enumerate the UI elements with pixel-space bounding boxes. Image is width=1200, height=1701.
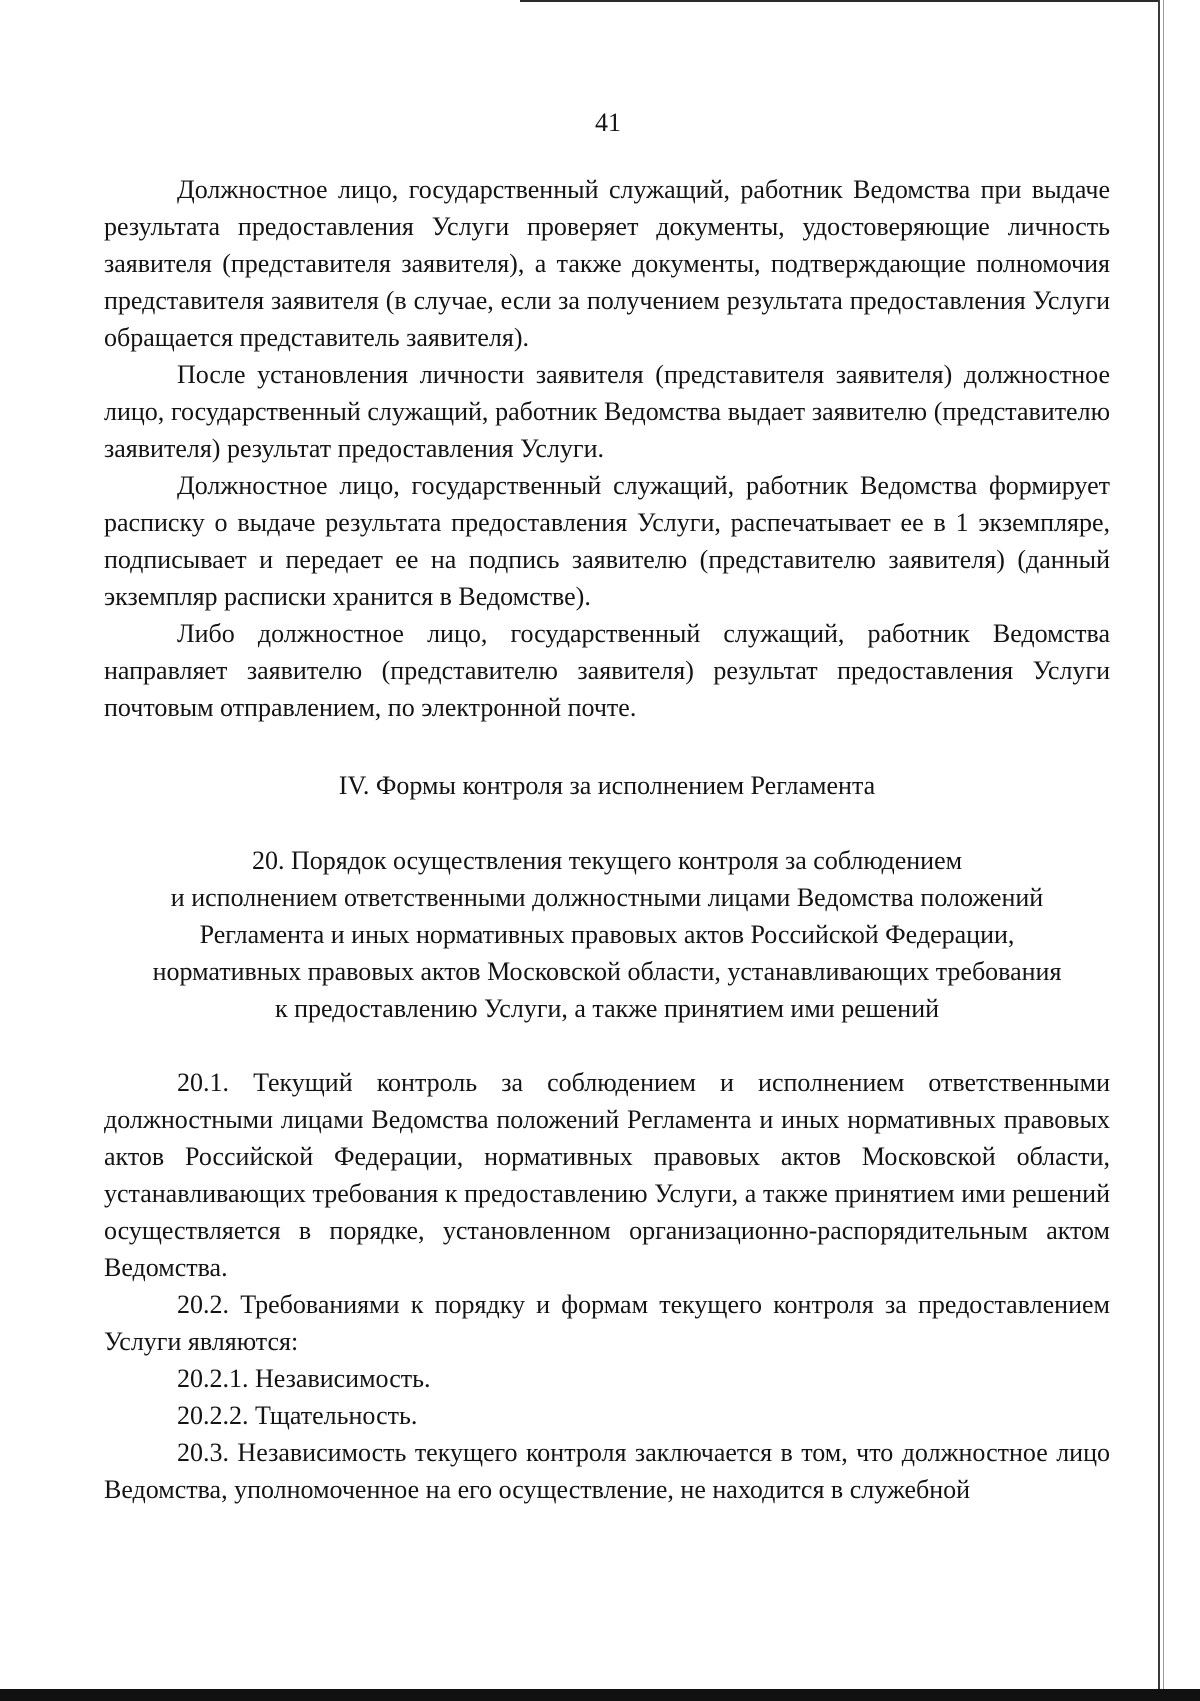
paragraph: 20.2.1. Независимость. <box>177 1364 431 1393</box>
scan-edge-top <box>520 0 1160 2</box>
scan-edge-right-inner <box>1163 0 1164 1701</box>
subsection-heading-line: и исполнением ответственными должностными лицами Ведомства положений <box>170 883 1044 912</box>
subsection-heading-line: нормативных правовых актов Московской области, устанавливающих требования <box>152 957 1062 986</box>
subsection-heading-line: к предоставлению Услуги, а также принятием ими решений <box>274 994 940 1023</box>
paragraph: 20.2. Требованиями к порядку и формам текущего контроля за предоставлением Услуги являются: <box>104 1290 1110 1356</box>
scan-edge-bottom <box>0 1689 1200 1701</box>
scan-edge-right <box>1158 0 1160 1701</box>
subsection-heading-line: 20. Порядок осуществления текущего контроля за соблюдением <box>251 846 963 875</box>
spacer <box>104 1027 1110 1064</box>
paragraph: Должностное лицо, государственный служащий, работник Ведомства формирует расписку о выдаче результата предоставления Услуги, распечатывает ее в 1 экземпляре, подписывает и передает ее на подпись заявителю (представителю заявителя) (данный экземпляр расписки хранится в Ведомстве). <box>104 471 1110 611</box>
paragraph: Либо должностное лицо, государственный служащий, работник Ведомства направляет заявителю (представителю заявителя) результат предоставления Услуги почтовым отправлением, по электронной почте. <box>104 619 1110 722</box>
subsection-heading-line: Регламента и иных нормативных правовых актов Российской Федерации, <box>199 920 1015 949</box>
document-body <box>104 171 1110 1508</box>
paragraph: 20.2.2. Тщательность. <box>177 1401 418 1430</box>
page-number: 41 <box>595 108 621 137</box>
subsection-heading <box>104 842 1110 1027</box>
paragraph: Должностное лицо, государственный служащий, работник Ведомства при выдаче результата предоставления Услуги проверяет документы, удостоверяющие личность заявителя (представителя заявителя), а также документы, подтверждающие полномочия представителя заявителя (в случае, если за получением результата предоставления Услуги обращается представитель заявителя). <box>104 175 1110 352</box>
paragraph: После установления личности заявителя (представителя заявителя) должностное лицо, государственный служащий, работник Ведомства выдает заявителю (представителю заявителя) результат предоставления Услуги. <box>104 360 1110 463</box>
section-heading: IV. Формы контроля за исполнением Регламента <box>338 771 876 800</box>
paragraph: 20.1. Текущий контроль за соблюдением и исполнением ответственными должностными лицами Ведомства положений Регламента и иных нормативных правовых актов Российской Федерации, нормативных правовых актов Московской области, устанавливающих требования к предоставлению Услуги, а также принятием ими решений осуществляется в порядке, установленном организационно-распорядительным актом Ведомства. <box>104 1068 1110 1282</box>
paragraph: 20.3. Независимость текущего контроля заключается в том, что должностное лицо Ведомства, уполномоченное на его осуществление, не находится в служебной <box>104 1438 1110 1504</box>
